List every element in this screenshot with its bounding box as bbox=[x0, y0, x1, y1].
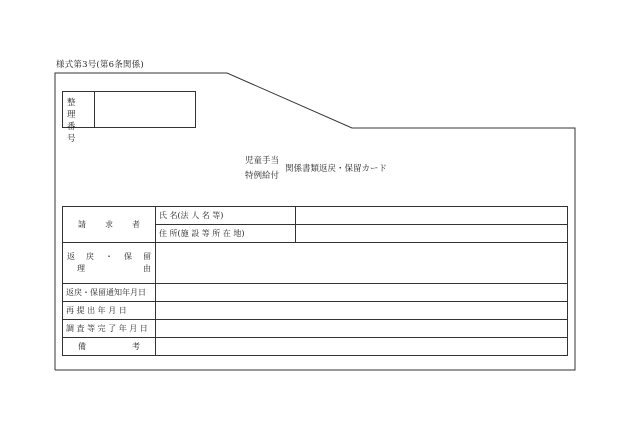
title-right: 関係書類返戻・保留カード bbox=[285, 164, 388, 174]
name-label-cell bbox=[156, 207, 296, 225]
seiri-label-line1: 整 理 bbox=[67, 98, 79, 120]
form-table bbox=[62, 206, 568, 356]
table-row bbox=[63, 243, 568, 284]
table-row bbox=[63, 302, 568, 320]
remarks-field[interactable] bbox=[156, 338, 568, 356]
title-left-line2: 特例給付 bbox=[245, 171, 280, 181]
reason-label-line1: 返 戻 ・ 保 留 bbox=[67, 252, 151, 261]
survey-done-field[interactable] bbox=[156, 320, 568, 338]
notice-date-field[interactable] bbox=[156, 284, 568, 302]
name-field[interactable] bbox=[296, 207, 568, 225]
table-row bbox=[63, 284, 568, 302]
address-label: 住 所(施 設 等 所 在 地) bbox=[159, 229, 245, 238]
resubmit-date-label-cell bbox=[63, 302, 156, 320]
notice-date-label: 返戻・保留通知年月日 bbox=[66, 288, 146, 297]
table-row bbox=[63, 338, 568, 356]
remarks-label: 備 考 bbox=[78, 342, 140, 351]
seiri-number-value[interactable] bbox=[95, 92, 195, 127]
survey-done-label: 調 査 等 完 了 年 月 日 bbox=[66, 324, 148, 333]
title-left-line1: 児童手当 bbox=[245, 156, 280, 166]
seiri-number-box bbox=[62, 91, 196, 144]
table-row bbox=[63, 320, 568, 338]
reason-label-cell bbox=[63, 243, 156, 284]
form-number: 様式第3号(第6条関係) bbox=[56, 60, 144, 70]
resubmit-date-label: 再 提 出 年 月 日 bbox=[66, 306, 127, 315]
survey-done-label-cell bbox=[63, 320, 156, 338]
claimant-label: 請 求 者 bbox=[78, 220, 140, 229]
resubmit-date-field[interactable] bbox=[156, 302, 568, 320]
reason-label-line2: 理 由 bbox=[77, 264, 151, 273]
address-label-cell bbox=[156, 225, 296, 243]
notice-date-label-cell bbox=[63, 284, 156, 302]
address-field[interactable] bbox=[296, 225, 568, 243]
table-row bbox=[63, 207, 568, 225]
name-label: 氏 名(法 人 名 等) bbox=[159, 211, 224, 220]
claimant-label-cell bbox=[63, 207, 156, 243]
reason-field[interactable] bbox=[156, 243, 568, 284]
seiri-label-line2: 番 号 bbox=[67, 122, 79, 144]
seiri-number-label bbox=[63, 92, 95, 144]
remarks-label-cell bbox=[63, 338, 156, 356]
